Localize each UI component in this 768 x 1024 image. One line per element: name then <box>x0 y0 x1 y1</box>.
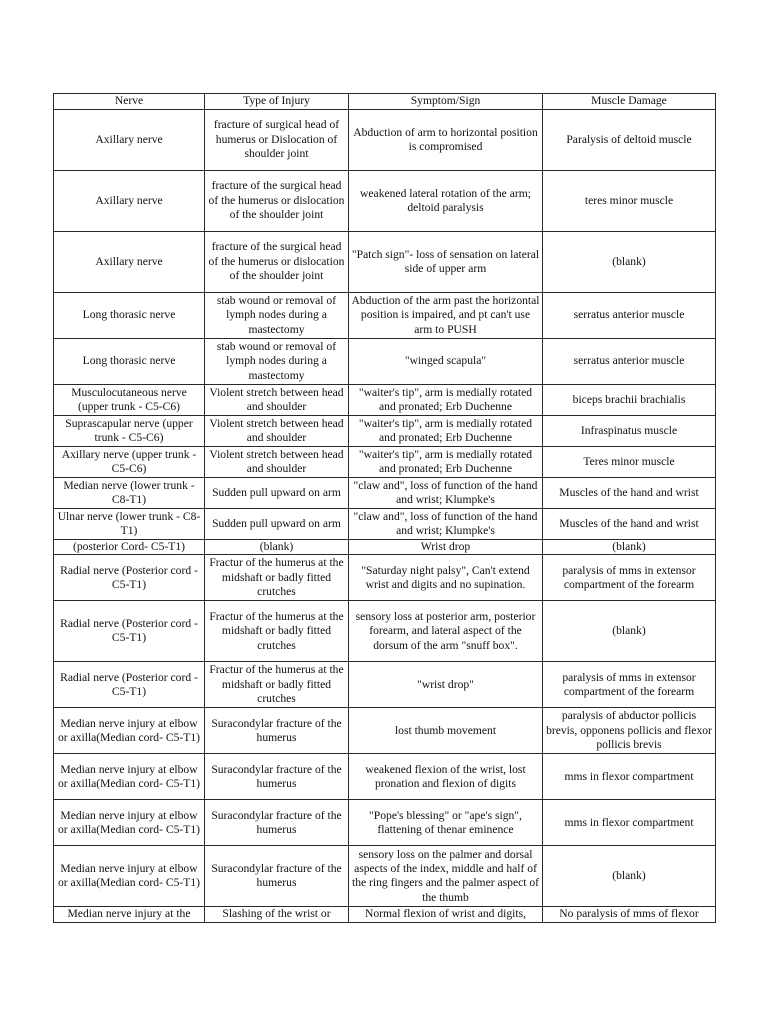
cell-injury: stab wound or removal of lymph nodes during a mastectomy <box>205 339 349 385</box>
cell-muscle: paralysis of mms in extensor compartment of the forearm <box>543 555 716 601</box>
cell-nerve: Median nerve (lower trunk - C8-T1) <box>54 478 205 509</box>
table-row <box>54 846 716 907</box>
cell-injury: Suracondylar fracture of the humerus <box>205 708 349 754</box>
cell-muscle: (blank) <box>543 601 716 662</box>
cell-muscle: biceps brachii brachialis <box>543 385 716 416</box>
cell-muscle: Teres minor muscle <box>543 447 716 478</box>
cell-muscle: mms in flexor compartment <box>543 800 716 846</box>
cell-muscle: mms in flexor compartment <box>543 754 716 800</box>
cell-symptom: "Saturday night palsy", Can't extend wrist and digits and no supination. <box>349 555 543 601</box>
table-row <box>54 339 716 385</box>
cell-nerve: Radial nerve (Posterior cord -C5-T1) <box>54 662 205 708</box>
cell-nerve: Median nerve injury at elbow or axilla(Median cord- C5-T1) <box>54 800 205 846</box>
table-row <box>54 232 716 293</box>
cell-injury: Sudden pull upward on arm <box>205 509 349 540</box>
cell-injury: Suracondylar fracture of the humerus <box>205 754 349 800</box>
cell-symptom: "claw and", loss of function of the hand and wrist; Klumpke's <box>349 478 543 509</box>
cell-nerve: Axillary nerve <box>54 232 205 293</box>
cell-muscle: paralysis of mms in extensor compartment of the forearm <box>543 662 716 708</box>
cell-nerve: Musculocutaneous nerve (upper trunk - C5-C6) <box>54 385 205 416</box>
cell-nerve: (posterior Cord- C5-T1) <box>54 540 205 555</box>
cell-nerve: Radial nerve (Posterior cord -C5-T1) <box>54 555 205 601</box>
cell-injury: (blank) <box>205 540 349 555</box>
cell-symptom: "waiter's tip", arm is medially rotated and pronated; Erb Duchenne <box>349 447 543 478</box>
cell-symptom: Wrist drop <box>349 540 543 555</box>
cell-symptom: sensory loss at posterior arm, posterior forearm, and lateral aspect of the dorsum of the arm "snuff box". <box>349 601 543 662</box>
cell-muscle: Infraspinatus muscle <box>543 416 716 447</box>
cell-muscle: Muscles of the hand and wrist <box>543 478 716 509</box>
cell-injury: Fractur of the humerus at the midshaft or badly fitted crutches <box>205 662 349 708</box>
cell-injury: Suracondylar fracture of the humerus <box>205 800 349 846</box>
cell-nerve: Axillary nerve <box>54 110 205 171</box>
cell-nerve: Long thorasic nerve <box>54 339 205 385</box>
cell-injury: Violent stretch between head and shoulder <box>205 385 349 416</box>
cell-nerve: Median nerve injury at elbow or axilla(Median cord- C5-T1) <box>54 846 205 907</box>
cell-muscle: (blank) <box>543 540 716 555</box>
table-row <box>54 754 716 800</box>
cell-injury: Sudden pull upward on arm <box>205 478 349 509</box>
table-row <box>54 907 716 922</box>
cell-muscle: (blank) <box>543 232 716 293</box>
cell-symptom: "Pope's blessing" or "ape's sign", flattening of thenar eminence <box>349 800 543 846</box>
table-row <box>54 662 716 708</box>
cell-nerve: Radial nerve (Posterior cord -C5-T1) <box>54 601 205 662</box>
cell-muscle: teres minor muscle <box>543 171 716 232</box>
cell-symptom: "Patch sign"- loss of sensation on lateral side of upper arm <box>349 232 543 293</box>
cell-muscle: Paralysis of deltoid muscle <box>543 110 716 171</box>
table-row <box>54 601 716 662</box>
cell-muscle: serratus anterior muscle <box>543 339 716 385</box>
cell-symptom: Abduction of arm to horizontal position is compromised <box>349 110 543 171</box>
cell-nerve: Median nerve injury at elbow or axilla(Median cord- C5-T1) <box>54 708 205 754</box>
cell-injury: Suracondylar fracture of the humerus <box>205 846 349 907</box>
cell-nerve: Axillary nerve <box>54 171 205 232</box>
cell-injury: fracture of surgical head of humerus or Dislocation of shoulder joint <box>205 110 349 171</box>
cell-symptom: Abduction of the arm past the horizontal position is impaired, and pt can't use arm to PUSH <box>349 293 543 339</box>
cell-injury: fracture of the surgical head of the humerus or dislocation of the shoulder joint <box>205 232 349 293</box>
table-row <box>54 800 716 846</box>
cell-nerve: Axillary nerve (upper trunk - C5-C6) <box>54 447 205 478</box>
cell-symptom: weakened lateral rotation of the arm; deltoid paralysis <box>349 171 543 232</box>
cell-injury: Violent stretch between head and shoulder <box>205 447 349 478</box>
table-row <box>54 447 716 478</box>
cell-nerve: Long thorasic nerve <box>54 293 205 339</box>
cell-symptom: Normal flexion of wrist and digits, <box>349 907 543 922</box>
cell-symptom: "winged scapula" <box>349 339 543 385</box>
table-row <box>54 555 716 601</box>
header-symptom-sign: Symptom/Sign <box>349 94 543 110</box>
cell-injury: Slashing of the wrist or <box>205 907 349 922</box>
header-nerve: Nerve <box>54 94 205 110</box>
header-muscle-damage: Muscle Damage <box>543 94 716 110</box>
cell-muscle: (blank) <box>543 846 716 907</box>
cell-symptom: lost thumb movement <box>349 708 543 754</box>
cell-muscle: Muscles of the hand and wrist <box>543 509 716 540</box>
cell-nerve: Ulnar nerve (lower trunk - C8-T1) <box>54 509 205 540</box>
cell-injury: Fractur of the humerus at the midshaft or badly fitted crutches <box>205 601 349 662</box>
table-row <box>54 110 716 171</box>
table-header-row <box>54 94 716 110</box>
cell-nerve: Median nerve injury at elbow or axilla(Median cord- C5-T1) <box>54 754 205 800</box>
cell-nerve: Suprascapular nerve (upper trunk - C5-C6) <box>54 416 205 447</box>
cell-injury: Violent stretch between head and shoulder <box>205 416 349 447</box>
cell-symptom: "waiter's tip", arm is medially rotated and pronated; Erb Duchenne <box>349 385 543 416</box>
cell-injury: fracture of the surgical head of the humerus or dislocation of the shoulder joint <box>205 171 349 232</box>
cell-muscle: No paralysis of mms of flexor <box>543 907 716 922</box>
table-row <box>54 171 716 232</box>
nerve-injury-table <box>53 93 716 923</box>
table-row <box>54 708 716 754</box>
cell-muscle: paralysis of abductor pollicis brevis, opponens pollicis and flexor pollicis brevis <box>543 708 716 754</box>
cell-nerve: Median nerve injury at the <box>54 907 205 922</box>
cell-symptom: sensory loss on the palmer and dorsal aspects of the index, middle and half of the ring fingers and the palmer aspect of the thumb <box>349 846 543 907</box>
table-row <box>54 509 716 540</box>
header-type-of-injury: Type of Injury <box>205 94 349 110</box>
table-row <box>54 293 716 339</box>
table-row <box>54 540 716 555</box>
table-row <box>54 478 716 509</box>
cell-symptom: "claw and", loss of function of the hand and wrist; Klumpke's <box>349 509 543 540</box>
table-row <box>54 416 716 447</box>
cell-injury: stab wound or removal of lymph nodes during a mastectomy <box>205 293 349 339</box>
cell-symptom: weakened flexion of the wrist, lost pronation and flexion of digits <box>349 754 543 800</box>
cell-injury: Fractur of the humerus at the midshaft or badly fitted crutches <box>205 555 349 601</box>
cell-muscle: serratus anterior muscle <box>543 293 716 339</box>
cell-symptom: "waiter's tip", arm is medially rotated and pronated; Erb Duchenne <box>349 416 543 447</box>
table-row <box>54 385 716 416</box>
cell-symptom: "wrist drop" <box>349 662 543 708</box>
